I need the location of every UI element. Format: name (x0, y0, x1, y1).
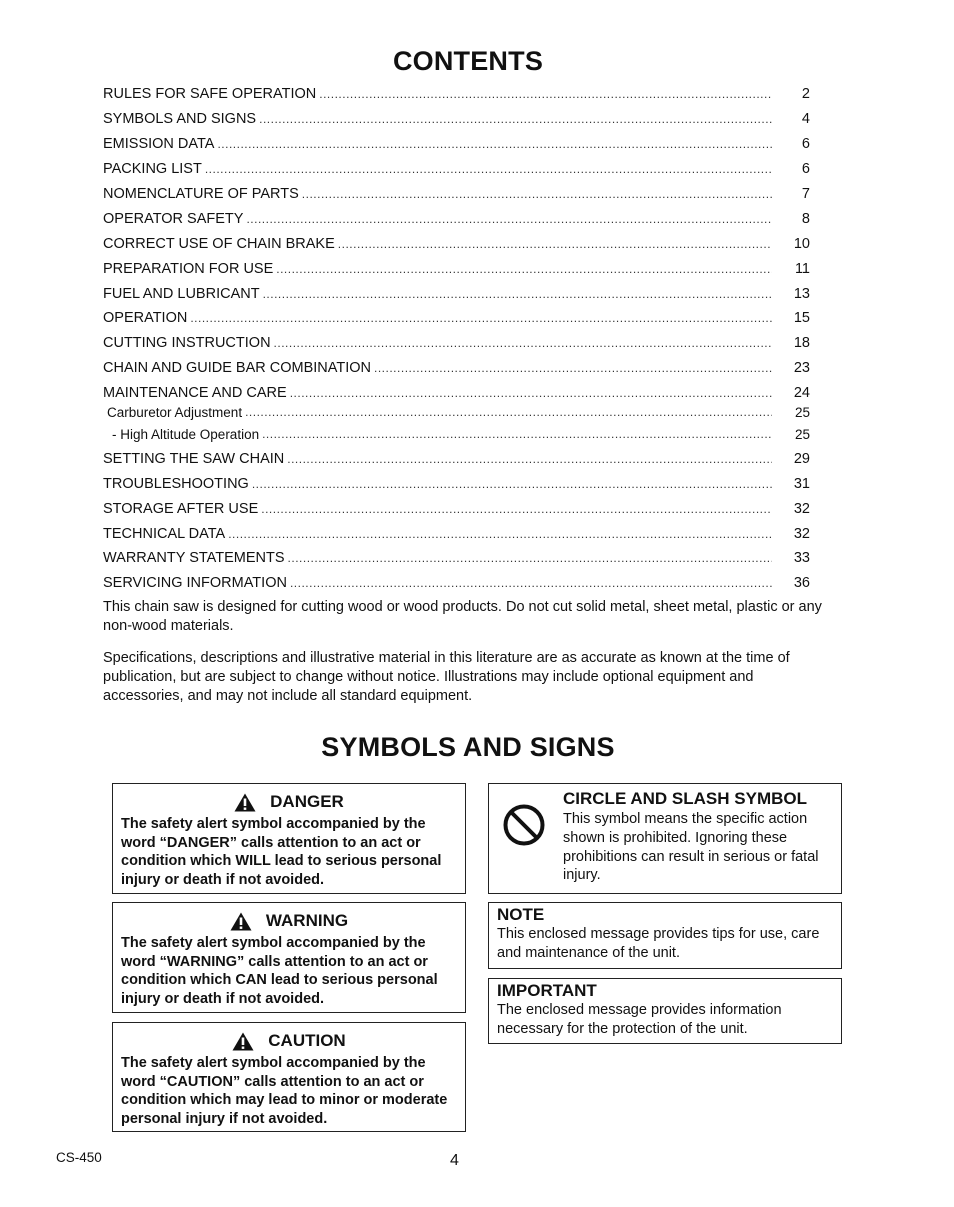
toc-leader-dots (274, 336, 772, 350)
toc-label: SETTING THE SAW CHAIN (103, 450, 285, 467)
toc-leader-dots (259, 112, 772, 126)
toc-leader-dots (276, 262, 772, 276)
circle-slash-heading: CIRCLE AND SLASH SYMBOL (563, 789, 807, 808)
contents-title: CONTENTS (392, 46, 544, 76)
toc-label: SYMBOLS AND SIGNS (103, 111, 257, 128)
table-of-contents (103, 82, 810, 596)
toc-label: NOMENCLATURE OF PARTS (103, 186, 299, 202)
toc-label: SERVICING INFORMATION (103, 575, 287, 592)
note-heading: NOTE (497, 905, 545, 924)
toc-page-number: 18 (793, 335, 810, 352)
toc-row[interactable] (103, 471, 810, 496)
circle-slash-box (488, 783, 842, 894)
toc-page-number: 15 (793, 310, 810, 327)
safety-alert-icon (232, 1032, 254, 1051)
toc-label: CHAIN AND GUIDE BAR COMBINATION (103, 360, 372, 377)
toc-leader-dots (290, 576, 772, 590)
toc-page-number: 24 (793, 385, 810, 402)
toc-label: PACKING LIST (103, 161, 202, 178)
toc-row[interactable] (103, 521, 810, 546)
toc-label: PREPARATION FOR USE (103, 260, 274, 277)
toc-page-number: 13 (793, 285, 810, 302)
toc-leader-dots (288, 551, 772, 565)
toc-leader-dots (302, 187, 772, 201)
footer-page-number: 4 (450, 1152, 459, 1169)
toc-label: - High Altitude Operation (112, 426, 260, 442)
caution-heading: CAUTION (268, 1031, 346, 1050)
toc-page-number: 32 (793, 525, 810, 542)
toc-leader-dots (217, 137, 772, 151)
toc-row[interactable] (103, 331, 810, 356)
toc-page-number: 25 (794, 404, 810, 420)
toc-page-number: 25 (794, 426, 810, 442)
toc-leader-dots (374, 361, 772, 375)
toc-label: FUEL AND LUBRICANT (103, 285, 260, 302)
warning-heading-row (113, 911, 465, 931)
toc-label: MAINTENANCE AND CARE (103, 385, 287, 402)
specifications-paragraph: Specifications, descriptions and illustrative material in this literature are as accurate as known at the time of publication, but are subject to change without notice. Illustrations may include optional equipment and accessories, and may not include all standard equipment. (103, 650, 790, 704)
toc-leader-dots (246, 212, 772, 226)
toc-leader-dots (228, 527, 772, 541)
toc-row[interactable] (103, 546, 810, 571)
toc-leader-dots (290, 386, 772, 400)
important-text: The enclosed message provides information necessary for the protection of the unit. (497, 1002, 782, 1037)
symbols-title: SYMBOLS AND SIGNS (321, 732, 615, 762)
toc-label: STORAGE AFTER USE (103, 500, 259, 517)
toc-label: EMISSION DATA (103, 136, 215, 153)
toc-label: OPERATOR SAFETY (103, 210, 244, 227)
toc-page-number: 11 (794, 260, 810, 277)
circle-slash-text: This symbol means the specific action shown is prohibited. Ignoring these prohibitions can result in serious or fatal injury. (563, 811, 819, 884)
toc-page-number: 31 (793, 475, 810, 492)
toc-leader-dots (205, 162, 772, 176)
toc-row[interactable] (103, 356, 810, 381)
caution-box (112, 1022, 466, 1132)
toc-row[interactable] (103, 446, 810, 471)
important-box (488, 978, 842, 1044)
toc-label: Carburetor Adjustment (107, 404, 243, 420)
toc-row[interactable] (103, 281, 810, 306)
warning-box (112, 902, 466, 1013)
toc-row[interactable] (103, 182, 810, 207)
caution-heading-row (113, 1031, 465, 1051)
toc-label: CUTTING INSTRUCTION (103, 335, 271, 352)
toc-leader-dots (287, 452, 772, 466)
circle-slash-icon (501, 802, 547, 848)
toc-page-number: 29 (793, 450, 810, 467)
toc-page-number: 33 (793, 550, 810, 567)
toc-page-number: 2 (801, 86, 810, 103)
danger-heading-row (113, 792, 465, 812)
toc-row[interactable] (103, 306, 810, 331)
note-text: This enclosed message provides tips for use, care and maintenance of the unit. (497, 926, 820, 961)
toc-page-number: 7 (801, 186, 810, 202)
caution-text: The safety alert symbol accompanied by the word “CAUTION” calls attention to an act or condition which may lead to minor or moderate personal injury if not avoided. (121, 1055, 448, 1127)
toc-label: CORRECT USE OF CHAIN BRAKE (103, 235, 335, 252)
toc-label: OPERATION (103, 310, 188, 327)
toc-row-sub[interactable] (103, 403, 810, 422)
usage-paragraph: This chain saw is designed for cutting wood or wood products. Do not cut solid metal, sheet metal, plastic or any non-wood materials. (103, 599, 822, 634)
toc-page-number: 6 (801, 161, 810, 178)
toc-page-number: 32 (793, 500, 810, 517)
toc-leader-dots (319, 87, 772, 101)
circle-slash-content (563, 789, 839, 885)
toc-page-number: 6 (801, 136, 810, 153)
toc-label: WARRANTY STATEMENTS (103, 550, 285, 567)
danger-text: The safety alert symbol accompanied by the word “DANGER” calls attention to an act or condition which WILL lead to serious personal injury or death if not avoided. (121, 816, 442, 888)
note-box (488, 902, 842, 969)
safety-alert-icon (234, 793, 256, 812)
toc-label: RULES FOR SAFE OPERATION (103, 86, 317, 103)
toc-label: TECHNICAL DATA (103, 525, 226, 542)
toc-row[interactable] (103, 256, 810, 281)
warning-text: The safety alert symbol accompanied by the word “WARNING” calls attention to an act or condition which CAN lead to serious personal injury or death if not avoided. (121, 935, 438, 1007)
toc-page-number: 36 (793, 575, 810, 592)
toc-page-number: 8 (801, 210, 810, 227)
toc-row-sub[interactable] (103, 422, 810, 447)
toc-row[interactable] (103, 132, 810, 157)
toc-label: TROUBLESHOOTING (103, 475, 249, 492)
toc-row[interactable] (103, 157, 810, 182)
toc-row[interactable] (103, 206, 810, 231)
toc-page-number: 4 (801, 111, 810, 128)
toc-leader-dots (262, 427, 772, 441)
toc-leader-dots (261, 502, 772, 516)
toc-leader-dots (245, 405, 772, 419)
important-heading: IMPORTANT (497, 981, 597, 1000)
toc-leader-dots (190, 311, 772, 325)
warning-heading: WARNING (265, 911, 349, 930)
toc-row[interactable] (103, 231, 810, 256)
footer-model-number: CS-450 (56, 1150, 102, 1165)
danger-heading: DANGER (270, 792, 344, 811)
toc-leader-dots (263, 287, 772, 301)
toc-row[interactable] (103, 82, 810, 107)
toc-row[interactable] (103, 496, 810, 521)
toc-row[interactable] (103, 571, 810, 596)
toc-leader-dots (252, 477, 772, 491)
toc-leader-dots (338, 237, 772, 251)
toc-row[interactable] (103, 107, 810, 132)
danger-box (112, 783, 466, 894)
toc-page-number: 23 (793, 360, 810, 377)
safety-alert-icon (230, 912, 252, 931)
toc-page-number: 10 (793, 235, 810, 252)
